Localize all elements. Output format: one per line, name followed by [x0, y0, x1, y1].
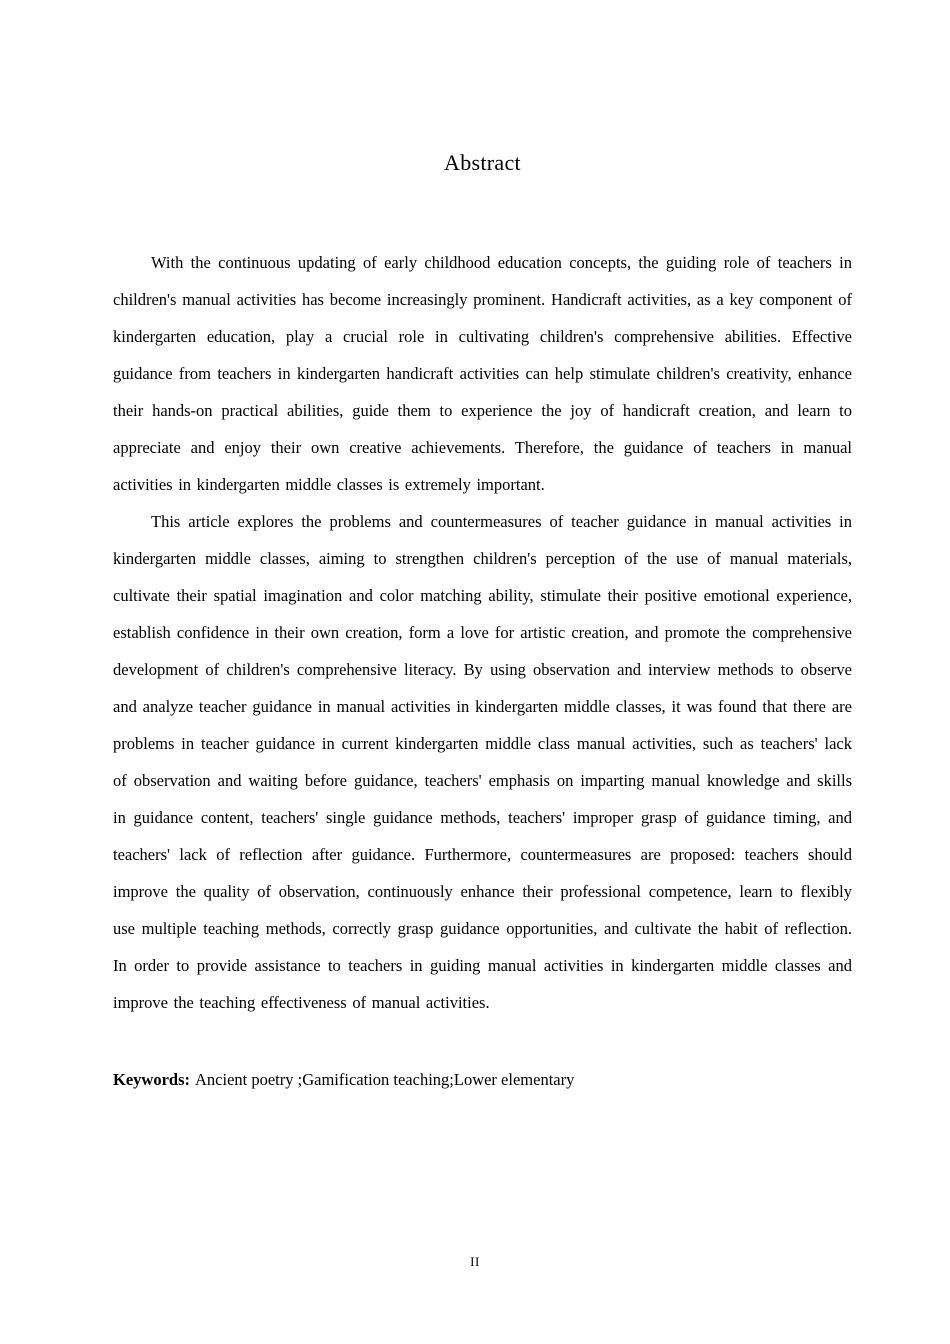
keywords-text: Ancient poetry ;Gamification teaching;Lower elementary: [195, 1070, 575, 1089]
abstract-paragraph-1: With the continuous updating of early childhood education concepts, the guiding role of teachers in children's manual activities has become increasingly prominent. Handicraft activities, as a key component of kindergarten education, play a crucial role in cultivating children's comprehensive abilities. Effective guidance from teachers in kindergarten handicraft activities can help stimulate children's creativity, enhance their hands-on practical abilities, guide them to experience the joy of handicraft creation, and learn to appreciate and enjoy their own creative achievements. Therefore, the guidance of teachers in manual activities in kindergarten middle classes is extremely important.: [113, 253, 852, 494]
page-title: Abstract: [444, 150, 521, 175]
abstract-body: [113, 244, 852, 1021]
page-number: II: [470, 1254, 480, 1269]
keywords-line: [113, 1061, 852, 1098]
abstract-paragraph-2: This article explores the problems and countermeasures of teacher guidance in manual activities in kindergarten middle classes, aiming to strengthen children's perception of the use of manual materials, cultivate their spatial imagination and color matching ability, stimulate their positive emotional experience, establish confidence in their own creation, form a love for artistic creation, and promote the comprehensive development of children's comprehensive literacy. By using observation and interview methods to observe and analyze teacher guidance in manual activities in kindergarten middle classes, it was found that there are problems in teacher guidance in current kindergarten middle class manual activities, such as teachers' lack of observation and waiting before guidance, teachers' emphasis on imparting manual knowledge and skills in guidance content, teachers' single guidance methods, teachers' improper grasp of guidance timing, and teachers' lack of reflection after guidance. Furthermore, countermeasures are proposed: teachers should improve the quality of observation, continuously enhance their professional competence, learn to flexibly use multiple teaching methods, correctly grasp guidance opportunities, and cultivate the habit of reflection. In order to provide assistance to teachers in guiding manual activities in kindergarten middle classes and improve the teaching effectiveness of manual activities.: [113, 512, 852, 1012]
keywords-label: Keywords:: [113, 1070, 190, 1089]
